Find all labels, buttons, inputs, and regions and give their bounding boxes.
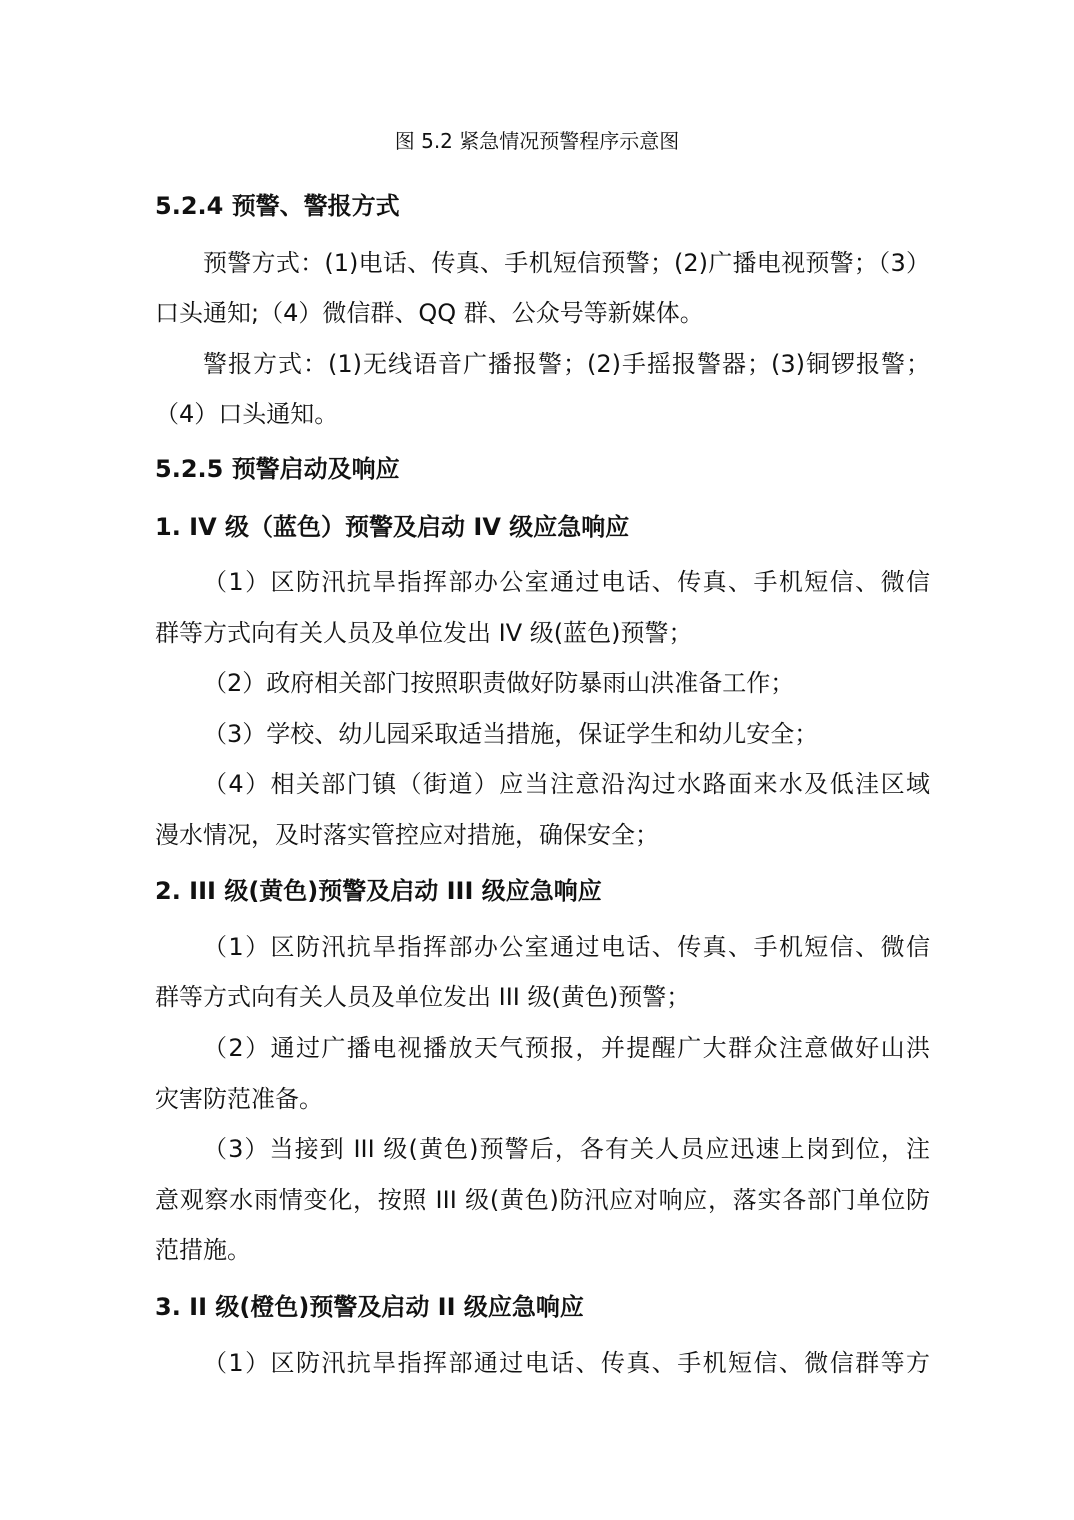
level-iii-heading: 2. III 级(黄色)预警及启动 III 级应急响应 (155, 877, 602, 905)
level-iv-item1-line-1: （1）区防汛抗旱指挥部办公室通过电话、传真、手机短信、微信 (203, 568, 930, 596)
level-iv-item1-line-2: 群等方式向有关人员及单位发出 IV 级(蓝色)预警； (155, 619, 693, 647)
warning-methods-line-2: 口头通知;（4）微信群、QQ 群、公众号等新媒体。 (155, 299, 704, 327)
level-iv-item4-line-2: 漫水情况，及时落实管控应对措施，确保安全； (155, 821, 659, 849)
alarm-methods-line-1: 警报方式：(1)无线语音广播报警；(2)手摇报警器；(3)铜锣报警； (203, 350, 930, 378)
section-heading-5-2-4: 5.2.4 预警、警报方式 (155, 192, 400, 220)
level-iv-item3: （3）学校、幼儿园采取适当措施，保证学生和幼儿安全； (203, 720, 819, 748)
level-iv-item4-line-1: （4）相关部门镇（街道）应当注意沿沟过水路面来水及低洼区域 (203, 770, 930, 798)
level-iii-item3-line-3: 范措施。 (155, 1236, 251, 1264)
level-iv-heading: 1. IV 级（蓝色）预警及启动 IV 级应急响应 (155, 513, 630, 541)
level-iii-item3-line-1: （3）当接到 III 级(黄色)预警后，各有关人员应迅速上岗到位，注 (203, 1135, 930, 1163)
alarm-methods-line-2: （4）口头通知。 (155, 400, 339, 428)
level-iv-item2: （2）政府相关部门按照职责做好防暴雨山洪准备工作； (203, 669, 795, 697)
section-heading-5-2-5: 5.2.5 预警启动及响应 (155, 455, 400, 483)
level-ii-heading: 3. II 级(橙色)预警及启动 II 级应急响应 (155, 1293, 584, 1321)
level-iii-item1-line-1: （1）区防汛抗旱指挥部办公室通过电话、传真、手机短信、微信 (203, 933, 930, 961)
level-ii-item1-line-1: （1）区防汛抗旱指挥部通过电话、传真、手机短信、微信群等方 (203, 1349, 930, 1377)
figure-caption: 图 5.2 紧急情况预警程序示意图 (394, 129, 680, 153)
warning-methods-line-1: 预警方式：(1)电话、传真、手机短信预警；(2)广播电视预警；（3） (203, 249, 930, 277)
level-iii-item2-line-1: （2）通过广播电视播放天气预报，并提醒广大群众注意做好山洪 (203, 1034, 930, 1062)
level-iii-item1-line-2: 群等方式向有关人员及单位发出 III 级(黄色)预警； (155, 983, 691, 1011)
level-iii-item3-line-2: 意观察水雨情变化，按照 III 级(黄色)防汛应对响应，落实各部门单位防 (155, 1186, 930, 1214)
level-iii-item2-line-2: 灾害防范准备。 (155, 1085, 323, 1113)
